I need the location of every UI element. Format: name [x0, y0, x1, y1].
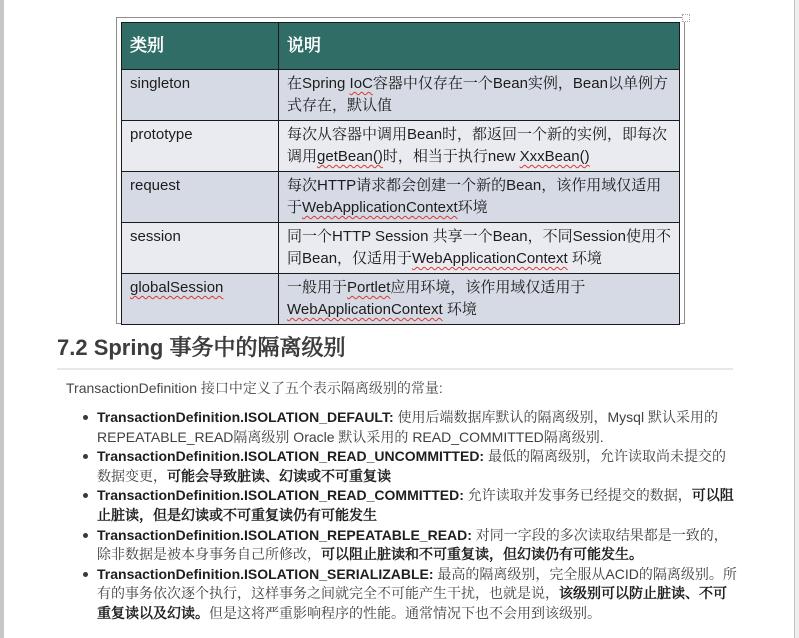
- text-segment: 最高的隔离级别，完全服从ACID的隔离级别。所有的事务依次逐个执行，这样事务之间就完全不可能产生干扰，也就是说，: [97, 565, 737, 602]
- scope-description-cell: [279, 70, 680, 121]
- bold-text: TransactionDefinition.ISOLATION_READ_COMMITTED:: [97, 487, 464, 504]
- text-segment: 在Spring: [287, 75, 350, 92]
- header-cell-category: 类别: [122, 23, 279, 70]
- isolation-level-list: [81, 408, 737, 624]
- text-segment: request: [130, 177, 181, 194]
- text-segment: 时，相当于执行new: [382, 148, 520, 165]
- bold-text: TransactionDefinition.ISOLATION_READ_UNCOMMITTED:: [97, 448, 485, 465]
- isolation-list-item: [81, 565, 737, 624]
- scope-name-cell: [122, 274, 279, 325]
- text-segment: 环境: [457, 199, 488, 216]
- isolation-list-item: [81, 486, 737, 525]
- table-row: [122, 274, 680, 325]
- text-segment: 容器中仅存在一个Bean实例，Bean以单例方式存在，默认值: [287, 75, 668, 114]
- text-segment: 允许读取并发事务已经提交的数据，: [463, 487, 692, 504]
- scope-table-body: [122, 70, 680, 325]
- bean-scope-table: [121, 22, 680, 325]
- scope-table-image-frame: [116, 17, 685, 324]
- intro-paragraph: TransactionDefinition 接口中定义了五个表示隔离级别的常量:: [66, 380, 443, 396]
- table-header-row: [122, 23, 680, 70]
- text-segment: 一般用于: [287, 279, 348, 296]
- misspelled-text: WebApplicationContext: [302, 199, 458, 216]
- text-segment: 同一个HTTP Session 共享一个Bean，不同Session使用不同Bean，仅适用于: [287, 228, 671, 267]
- table-row: [122, 70, 680, 121]
- misspelled-text: XxxBean(): [519, 148, 590, 165]
- misspelled-text: WebApplicationContext: [412, 250, 568, 267]
- table-row: [122, 121, 680, 172]
- scope-description-cell: [279, 121, 680, 172]
- left-window-edge: [0, 0, 4, 638]
- text-segment: singleton: [130, 75, 191, 92]
- misspelled-text: getBean(): [317, 148, 383, 165]
- table-row: [122, 223, 680, 274]
- text-segment: 最低的隔离级别，允许读取尚未提交的数据变更，: [97, 448, 726, 484]
- scrollbar-track[interactable]: [794, 0, 799, 638]
- scope-name-cell: [122, 121, 279, 172]
- image-resize-handle[interactable]: [682, 14, 690, 22]
- bold-text: 该级别可以防止脏读、不可重复读以及幻读。: [97, 585, 727, 621]
- text-segment: 应用环境，该作用域仅适用于: [390, 279, 586, 296]
- section-heading: 7.2 Spring 事务中的隔离级别: [57, 335, 346, 360]
- misspelled-text: globalSession: [130, 279, 224, 296]
- misspelled-text: Portlet: [347, 279, 391, 296]
- text-segment: 每次HTTP请求都会创建一个新的Bean，该作用域仅适用于: [287, 177, 662, 216]
- isolation-list-item: [81, 447, 737, 486]
- isolation-list-item: [81, 526, 737, 565]
- bold-text: 可以阻止脏读，但是幻读或不可重复读仍有可能发生: [97, 487, 734, 523]
- scope-description-cell: [279, 223, 680, 274]
- misspelled-text: IoC: [349, 75, 373, 92]
- text-segment: prototype: [130, 126, 193, 143]
- text-segment: 对同一字段的多次读取结果都是一致的，除非数据是被本身事务自己所修改，: [97, 526, 728, 563]
- scope-name-cell: [122, 172, 279, 223]
- scope-name-cell: [122, 70, 279, 121]
- bold-text: TransactionDefinition.ISOLATION_DEFAULT:: [97, 409, 394, 425]
- bold-text: TransactionDefinition.ISOLATION_SERIALIZABLE:: [97, 565, 434, 582]
- bold-text: 可能会导致脏读、幻读或不可重复读: [167, 467, 391, 484]
- text-segment: 环境: [442, 301, 477, 318]
- misspelled-text: WebApplicationContext: [287, 301, 443, 318]
- scope-description-cell: [279, 172, 680, 223]
- bold-text: TransactionDefinition.ISOLATION_REPEATABLE_READ:: [97, 526, 472, 543]
- text-segment: 每次从容器中调用Bean时，都返回一个新的实例，即每次调用: [287, 126, 668, 165]
- bold-text: 可以阻止脏读和不可重复读，但幻读仍有可能发生。: [321, 546, 643, 563]
- header-cell-description: 说明: [279, 23, 680, 70]
- scope-description-cell: [279, 274, 680, 325]
- text-segment: session: [130, 228, 181, 245]
- scope-name-cell: [122, 223, 279, 274]
- isolation-list-item: [81, 408, 737, 447]
- table-row: [122, 172, 680, 223]
- heading-divider: [57, 368, 733, 370]
- text-segment: 但是这将严重影响程序的性能。通常情况下也不会用到该级别。: [209, 604, 601, 621]
- text-segment: 环境: [567, 250, 602, 267]
- text-segment: 使用后端数据库默认的隔离级别，Mysql 默认采用的 REPEATABLE_READ隔离级别 Oracle 默认采用的 READ_COMMITTED隔离级别.: [97, 409, 718, 445]
